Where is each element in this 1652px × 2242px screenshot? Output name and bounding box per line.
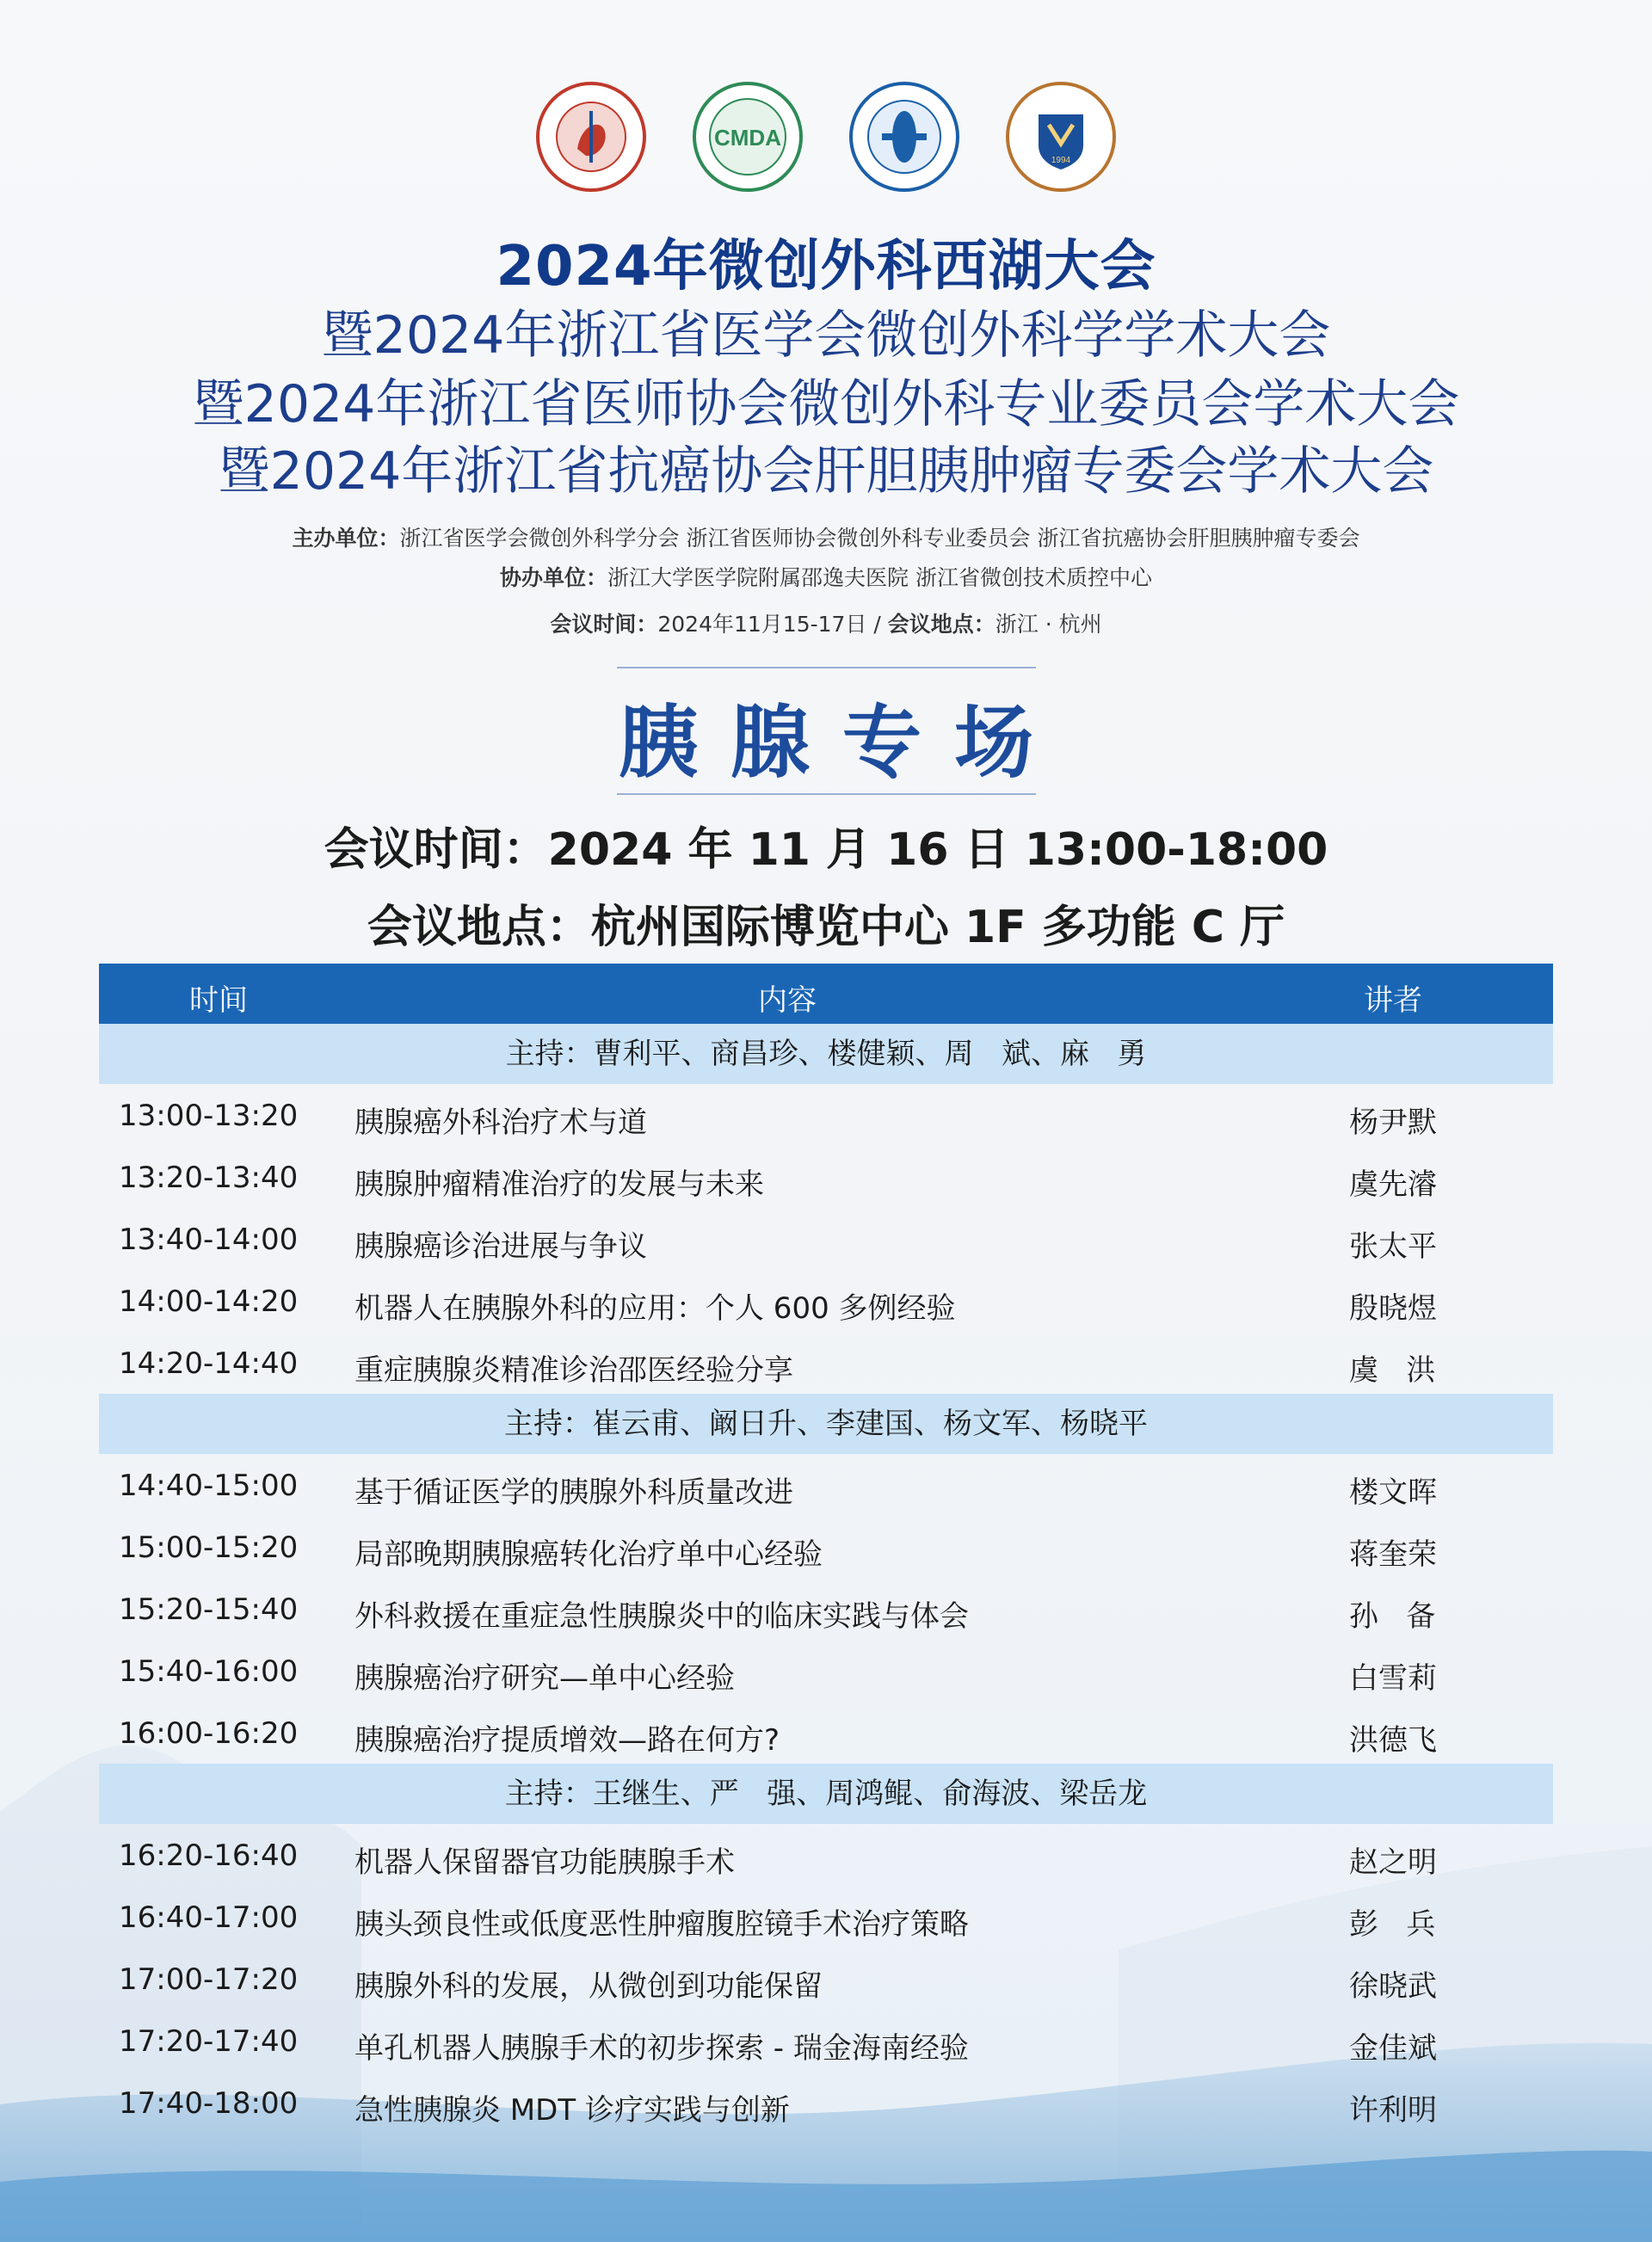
session-title: 胰腺专场 xyxy=(618,697,1066,789)
cmda-logo xyxy=(691,80,804,194)
host-row: 主持：崔云甫、阚日升、李建国、杨文军、杨晓平 xyxy=(99,1394,1553,1454)
topic-cell: 胰腺癌外科治疗术与道 xyxy=(354,1106,647,1140)
divider-top xyxy=(617,667,1036,668)
session-place-value: 杭州国际博览中心 1F 多功能 C 厅 xyxy=(590,902,1285,953)
divider-bottom xyxy=(617,793,1036,795)
time-cell: 15:40-16:00 xyxy=(119,1654,299,1689)
organizers-text: 浙江省医学会微创外科学分会 浙江省医师协会微创外科专业委员会 浙江省抗癌协会肝胆胰肿瘤专委会 xyxy=(399,526,1360,551)
topic-cell: 胰腺癌诊治进展与争议 xyxy=(354,1229,647,1264)
topic-cell: 胰头颈良性或低度恶性肿瘤腹腔镜手术治疗策略 xyxy=(354,1907,969,1942)
topic-cell: 胰腺肿瘤精准治疗的发展与未来 xyxy=(354,1167,764,1202)
table-body xyxy=(99,1024,1553,2134)
table-header xyxy=(99,964,1553,1024)
speaker-cell: 楼文晖 xyxy=(1349,1475,1437,1510)
table-row xyxy=(99,1270,1553,1332)
host-row: 主持：王继生、严 强、周鸿鲲、俞海波、梁岳龙 xyxy=(99,1764,1553,1824)
co-organizers-text: 浙江大学医学院附属邵逸夫医院 浙江省微创技术质控中心 xyxy=(607,565,1152,590)
conference-subtitle-2: 暨2024年浙江省医师协会微创外科专业委员会学术大会 xyxy=(192,374,1460,434)
conference-subtitle-1: 暨2024年浙江省医学会微创外科学学术大会 xyxy=(321,305,1331,366)
table-row xyxy=(99,1578,1553,1640)
header-content: 内容 xyxy=(758,983,817,1018)
sir-run-run-shaw-hospital-logo xyxy=(1004,80,1118,194)
conf-time-label: 会议时间： xyxy=(550,612,658,637)
time-cell: 17:00-17:20 xyxy=(119,1962,299,1997)
schedule-table xyxy=(99,964,1553,2134)
cmda-lettering: CMDA xyxy=(714,125,781,151)
session-place-line xyxy=(0,890,1652,955)
session-time-value: 2024 年 11 月 16 日 13:00-18:00 xyxy=(547,824,1328,876)
anticancer-association-logo xyxy=(848,80,961,194)
speaker-cell: 张太平 xyxy=(1349,1229,1437,1264)
speaker-cell: 徐晓武 xyxy=(1349,1969,1437,2004)
hospital-logo-year: 1994 xyxy=(1051,156,1071,165)
table-row xyxy=(99,1640,1553,1702)
speaker-cell: 殷晓煜 xyxy=(1349,1291,1437,1326)
conf-place-text: 浙江 · 杭州 xyxy=(995,612,1102,637)
conf-time-text: 2024年11月15-17日 / xyxy=(657,612,888,637)
time-cell: 17:40-18:00 xyxy=(119,2086,299,2121)
topic-cell: 基于循证医学的胰腺外科质量改进 xyxy=(354,1475,793,1510)
table-row xyxy=(99,2010,1553,2072)
organizers-label: 主办单位： xyxy=(292,526,400,551)
zhejiang-medical-association-logo xyxy=(534,80,648,194)
time-cell: 13:40-14:00 xyxy=(119,1223,299,1257)
speaker-cell: 杨尹默 xyxy=(1349,1106,1437,1140)
speaker-cell: 许利明 xyxy=(1349,2093,1437,2128)
speaker-cell: 彭 兵 xyxy=(1349,1907,1436,1942)
table-row xyxy=(99,1516,1553,1578)
topic-cell: 单孔机器人胰腺手术的初步探索 - 瑞金海南经验 xyxy=(354,2031,969,2066)
logo-row xyxy=(0,80,1652,194)
table-row xyxy=(99,1332,1553,1394)
conf-place-label: 会议地点： xyxy=(887,612,996,637)
speaker-cell: 白雪莉 xyxy=(1349,1661,1437,1696)
host-row: 主持：曹利平、商昌珍、楼健颖、周 斌、麻 勇 xyxy=(99,1024,1553,1084)
table-row xyxy=(99,1824,1553,1886)
time-cell: 16:00-16:20 xyxy=(119,1716,299,1751)
speaker-cell: 洪德飞 xyxy=(1349,1723,1437,1758)
table-row xyxy=(99,1146,1553,1208)
table-row xyxy=(99,1084,1553,1146)
session-time-line xyxy=(0,813,1652,878)
speaker-cell: 金佳斌 xyxy=(1349,2031,1437,2066)
speaker-cell: 虞先濬 xyxy=(1349,1167,1437,1202)
co-organizers-label: 协办单位： xyxy=(500,565,608,590)
table-row xyxy=(99,1948,1553,2010)
time-cell: 15:00-15:20 xyxy=(119,1531,299,1565)
organizers-line xyxy=(0,521,1652,552)
header-speaker: 讲者 xyxy=(1364,983,1422,1018)
co-organizers-line xyxy=(0,561,1652,592)
table-row xyxy=(99,2072,1553,2134)
conference-time-place-line xyxy=(0,607,1652,638)
speaker-cell: 虞 洪 xyxy=(1349,1353,1436,1388)
speaker-cell: 赵之明 xyxy=(1349,1845,1437,1880)
header-time: 时间 xyxy=(189,983,248,1018)
session-time-label: 会议时间： xyxy=(324,824,548,876)
topic-cell: 胰腺癌治疗研究—单中心经验 xyxy=(354,1661,735,1696)
time-cell: 17:20-17:40 xyxy=(119,2024,299,2059)
topic-cell: 机器人在胰腺外科的应用：个人 600 多例经验 xyxy=(354,1291,956,1326)
time-cell: 15:20-15:40 xyxy=(119,1592,299,1627)
table-row xyxy=(99,1702,1553,1764)
topic-cell: 重症胰腺炎精准诊治邵医经验分享 xyxy=(354,1353,793,1388)
table-row xyxy=(99,1208,1553,1270)
time-cell: 16:40-17:00 xyxy=(119,1900,299,1935)
topic-cell: 胰腺癌治疗提质增效—路在何方? xyxy=(354,1723,780,1758)
time-cell: 13:00-13:20 xyxy=(119,1099,299,1133)
time-cell: 16:20-16:40 xyxy=(119,1839,299,1873)
time-cell: 14:20-14:40 xyxy=(119,1346,299,1381)
time-cell: 14:40-15:00 xyxy=(119,1469,299,1503)
time-cell: 13:20-13:40 xyxy=(119,1161,299,1195)
speaker-cell: 孙 备 xyxy=(1349,1599,1436,1634)
speaker-cell: 蒋奎荣 xyxy=(1349,1537,1437,1572)
table-row xyxy=(99,1454,1553,1516)
conference-title: 2024年微创外科西湖大会 xyxy=(496,235,1156,299)
time-cell: 14:00-14:20 xyxy=(119,1284,299,1319)
conference-subtitle-3: 暨2024年浙江省抗癌协会肝胆胰肿瘤专委会学术大会 xyxy=(218,441,1434,502)
topic-cell: 局部晚期胰腺癌转化治疗单中心经验 xyxy=(354,1537,823,1572)
table-row xyxy=(99,1886,1553,1948)
topic-cell: 机器人保留器官功能胰腺手术 xyxy=(354,1845,735,1880)
topic-cell: 胰腺外科的发展，从微创到功能保留 xyxy=(354,1969,823,2004)
topic-cell: 急性胰腺炎 MDT 诊疗实践与创新 xyxy=(354,2093,790,2128)
session-place-label: 会议地点： xyxy=(367,902,591,953)
topic-cell: 外科救援在重症急性胰腺炎中的临床实践与体会 xyxy=(354,1599,969,1634)
